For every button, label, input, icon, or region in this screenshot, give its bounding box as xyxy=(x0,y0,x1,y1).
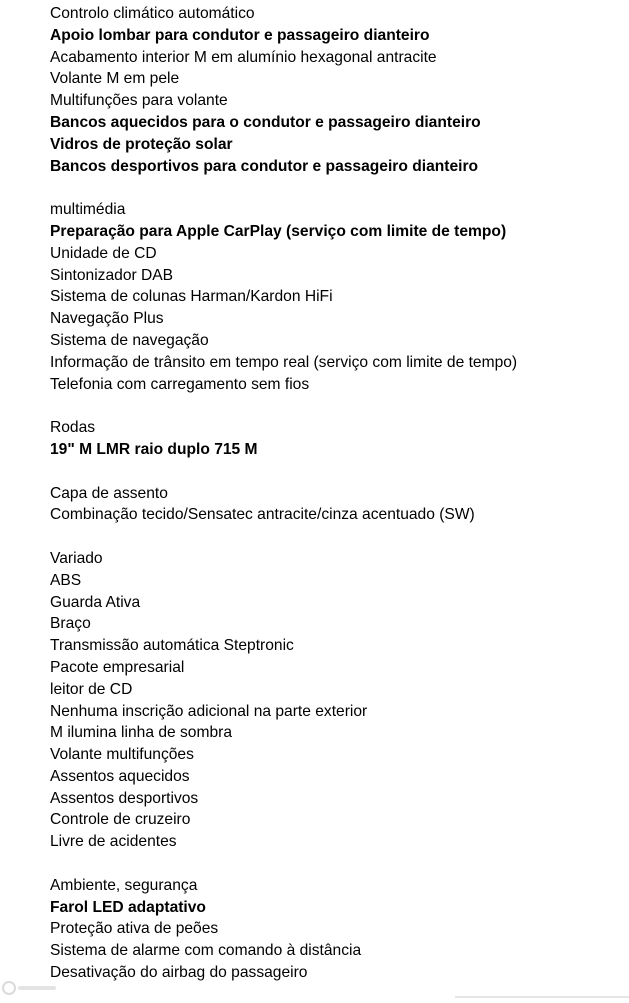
feature-line: leitor de CD xyxy=(50,680,133,698)
feature-line: Controle de cruzeiro xyxy=(50,811,191,829)
equipment-document xyxy=(50,3,620,984)
feature-line: Guarda Ativa xyxy=(50,593,141,611)
feature-line: multimédia xyxy=(50,201,126,219)
highlighted-feature-line: Farol LED adaptativo xyxy=(50,898,206,916)
highlighted-feature-line: 19" M LMR raio duplo 715 M xyxy=(50,440,258,458)
feature-line: Volante multifunções xyxy=(50,746,194,764)
feature-line: Transmissão automática Steptronic xyxy=(50,637,294,655)
feature-line: Informação de trânsito em tempo real (serviço com limite de tempo) xyxy=(50,353,518,371)
blank-line xyxy=(50,461,620,483)
blank-line xyxy=(50,853,620,875)
feature-line: Sintonizador DAB xyxy=(50,266,174,284)
highlighted-feature-line: Apoio lombar para condutor e passageiro dianteiro xyxy=(50,26,430,44)
feature-line: Acabamento interior M em alumínio hexagonal antracite xyxy=(50,48,437,66)
feature-line: Telefonia com carregamento sem fios xyxy=(50,375,310,393)
watermark-logo xyxy=(0,976,60,998)
feature-line: Rodas xyxy=(50,419,96,437)
feature-line: M ilumina linha de sombra xyxy=(50,724,233,742)
feature-line: Volante M em pele xyxy=(50,70,180,88)
blank-line xyxy=(50,177,620,199)
feature-line: Controlo climático automático xyxy=(50,5,255,22)
feature-line: Unidade de CD xyxy=(50,244,157,262)
feature-line: Sistema de alarme com comando à distância xyxy=(50,942,362,960)
feature-line: Proteção ativa de peões xyxy=(50,920,219,938)
feature-line: Capa de assento xyxy=(50,484,168,502)
feature-line: Pacote empresarial xyxy=(50,658,185,676)
feature-line: Assentos aquecidos xyxy=(50,767,190,785)
feature-line: Sistema de colunas Harman/Kardon HiFi xyxy=(50,288,333,306)
highlighted-feature-line: Preparação para Apple CarPlay (serviço com limite de tempo) xyxy=(50,222,507,240)
highlighted-feature-line: Bancos desportivos para condutor e passageiro dianteiro xyxy=(50,157,479,175)
feature-line: Assentos desportivos xyxy=(50,789,199,807)
watermark-mark xyxy=(0,976,60,998)
feature-line: Navegação Plus xyxy=(50,310,164,328)
feature-line: ABS xyxy=(50,571,82,589)
feature-line: Livre de acidentes xyxy=(50,833,177,851)
feature-line: Combinação tecido/Sensatec antracite/cinza acentuado (SW) xyxy=(50,506,475,524)
highlighted-feature-line: Bancos aquecidos para o condutor e passageiro dianteiro xyxy=(50,113,481,131)
feature-line: Multifunções para volante xyxy=(50,92,228,110)
blank-line xyxy=(50,395,620,417)
blank-line xyxy=(50,526,620,548)
feature-line: Variado xyxy=(50,549,103,567)
feature-line: Nenhuma inscrição adicional na parte exterior xyxy=(50,702,368,720)
feature-line: Desativação do airbag do passageiro xyxy=(50,964,308,982)
highlighted-feature-line: Vidros de proteção solar xyxy=(50,135,233,153)
feature-line: Braço xyxy=(50,615,91,633)
feature-line: Ambiente, segurança xyxy=(50,876,198,894)
feature-line: Sistema de navegação xyxy=(50,331,209,349)
